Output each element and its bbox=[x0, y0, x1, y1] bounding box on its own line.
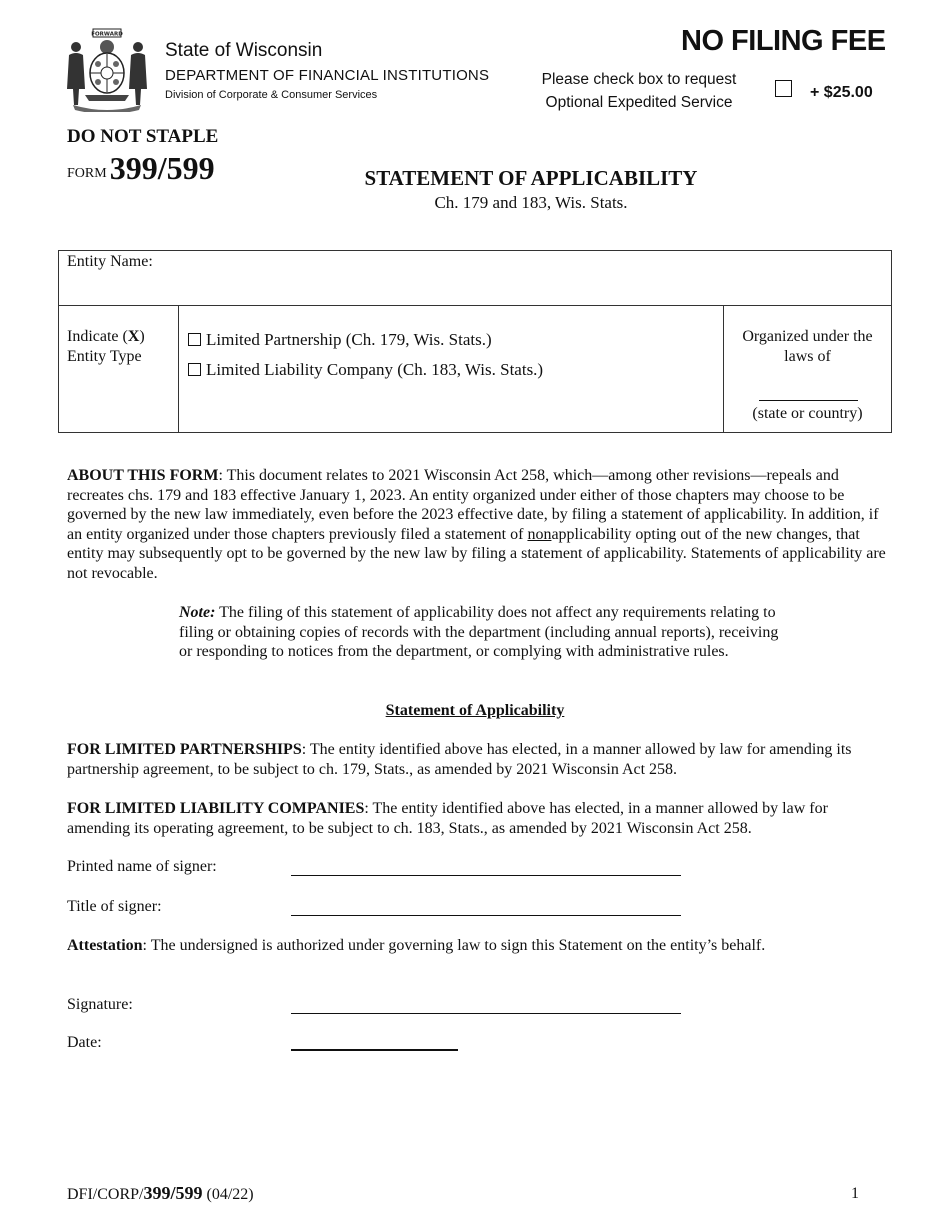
limited-partnerships-statement: FOR LIMITED PARTNERSHIPS: The entity identified above has elected, in a manner allowed by law for amending its partnership agreement, to be subject to ch. 179, Stats., as amended by 2021 Wisconsin Act 258. bbox=[67, 741, 852, 778]
do-not-staple-label: DO NOT STAPLE bbox=[67, 126, 219, 147]
footer-form-number: 399/599 bbox=[143, 1183, 203, 1203]
date-field[interactable] bbox=[291, 1049, 458, 1051]
table-divider bbox=[58, 305, 892, 306]
svg-text:FORWARD: FORWARD bbox=[91, 31, 123, 38]
printed-name-label: Printed name of signer: bbox=[67, 858, 217, 875]
about-this-form: ABOUT THIS FORM: This document relates to 2021 Wisconsin Act 258, which—among other revisions—repeals and recreates chs. 179 and 183 effective January 1, 2023. An entity organized under either of those chapters may choose to be governed by the new law immediately, even before the 2023 effective date, by filing a statement of applicability. In addition, if an entity organized under those chapters previously filed a statement of nonapplicability opting out of the new changes, that entity may subsequently opt to be governed by the new law by filing a statement of applicability. Statements of applicability are not revocable. bbox=[67, 467, 886, 582]
signer-title-label: Title of signer: bbox=[67, 898, 162, 915]
organized-under-label: Organized under the laws of bbox=[742, 328, 873, 365]
option-label: Limited Liability Company (Ch. 183, Wis. Stats.) bbox=[206, 360, 544, 379]
expedite-instructions bbox=[524, 68, 754, 114]
state-or-country-label: (state or country) bbox=[752, 405, 863, 422]
option-label: Limited Partnership (Ch. 179, Wis. Stats.) bbox=[206, 330, 492, 349]
wisconsin-state-seal bbox=[63, 27, 151, 112]
checkbox-limited-partnership[interactable] bbox=[188, 333, 201, 346]
footer-form-id: DFI/CORP/399/599 (04/22) bbox=[67, 1183, 254, 1203]
entity-name-field[interactable] bbox=[67, 253, 153, 271]
note-paragraph: Note: The filing of this statement of applicability does not affect any requirements relating to filing or obtaining copies of records with the department (including annual reports), receiving or responding to notices from the department, or complying with administrative rules. bbox=[179, 604, 779, 661]
expedite-line-2: Optional Expedited Service bbox=[545, 94, 733, 111]
checkbox-limited-liability-company[interactable] bbox=[188, 363, 201, 376]
date-label: Date: bbox=[67, 1034, 102, 1051]
state-or-country-field[interactable] bbox=[759, 400, 858, 401]
no-filing-fee-label: NO FILING FEE bbox=[681, 25, 886, 57]
state-name: State of Wisconsin bbox=[165, 40, 323, 61]
signer-title-field[interactable] bbox=[291, 915, 681, 916]
option-limited-liability-company[interactable] bbox=[188, 360, 543, 380]
signature-field[interactable] bbox=[291, 1013, 681, 1014]
table-divider bbox=[723, 305, 724, 433]
llc-statement: FOR LIMITED LIABILITY COMPANIES: The entity identified above has elected, in a manner allowed by law for amending its operating agreement, to be subject to ch. 183, Stats., as amended by 2021 Wisconsin Act 258. bbox=[67, 800, 828, 837]
statement-heading: Statement of Applicability bbox=[385, 702, 565, 719]
table-divider bbox=[178, 305, 179, 433]
department-name: DEPARTMENT OF FINANCIAL INSTITUTIONS bbox=[165, 67, 490, 84]
attestation: Attestation: The undersigned is authorized under governing law to sign this Statement on the entity’s behalf. bbox=[67, 937, 766, 954]
expedited-service-checkbox[interactable] bbox=[775, 80, 792, 97]
expedite-line-1: Please check box to request bbox=[541, 71, 737, 88]
entity-type-label: Indicate (X) Entity Type bbox=[67, 328, 145, 365]
llc-heading: FOR LIMITED LIABILITY COMPANIES bbox=[67, 800, 365, 817]
expedite-fee: + $25.00 bbox=[810, 84, 873, 101]
option-limited-partnership[interactable] bbox=[188, 330, 492, 350]
signature-label: Signature: bbox=[67, 996, 133, 1013]
nonapplicability-underline: non bbox=[527, 525, 552, 543]
attestation-heading: Attestation bbox=[67, 937, 143, 954]
form-number: 399/599 bbox=[109, 150, 215, 186]
about-heading: ABOUT THIS FORM bbox=[67, 467, 219, 484]
page-title: STATEMENT OF APPLICABILITY bbox=[364, 166, 698, 190]
page-number: 1 bbox=[851, 1185, 859, 1202]
printed-name-field[interactable] bbox=[291, 875, 681, 876]
entity-name-label: Entity Name: bbox=[67, 253, 153, 270]
division-name: Division of Corporate & Consumer Services bbox=[165, 89, 378, 101]
lp-heading: FOR LIMITED PARTNERSHIPS bbox=[67, 741, 302, 758]
page-subtitle: Ch. 179 and 183, Wis. Stats. bbox=[434, 193, 628, 212]
form-word: FORM bbox=[67, 166, 107, 181]
note-label: Note: bbox=[179, 604, 216, 621]
indicate-mark: X bbox=[127, 328, 140, 345]
